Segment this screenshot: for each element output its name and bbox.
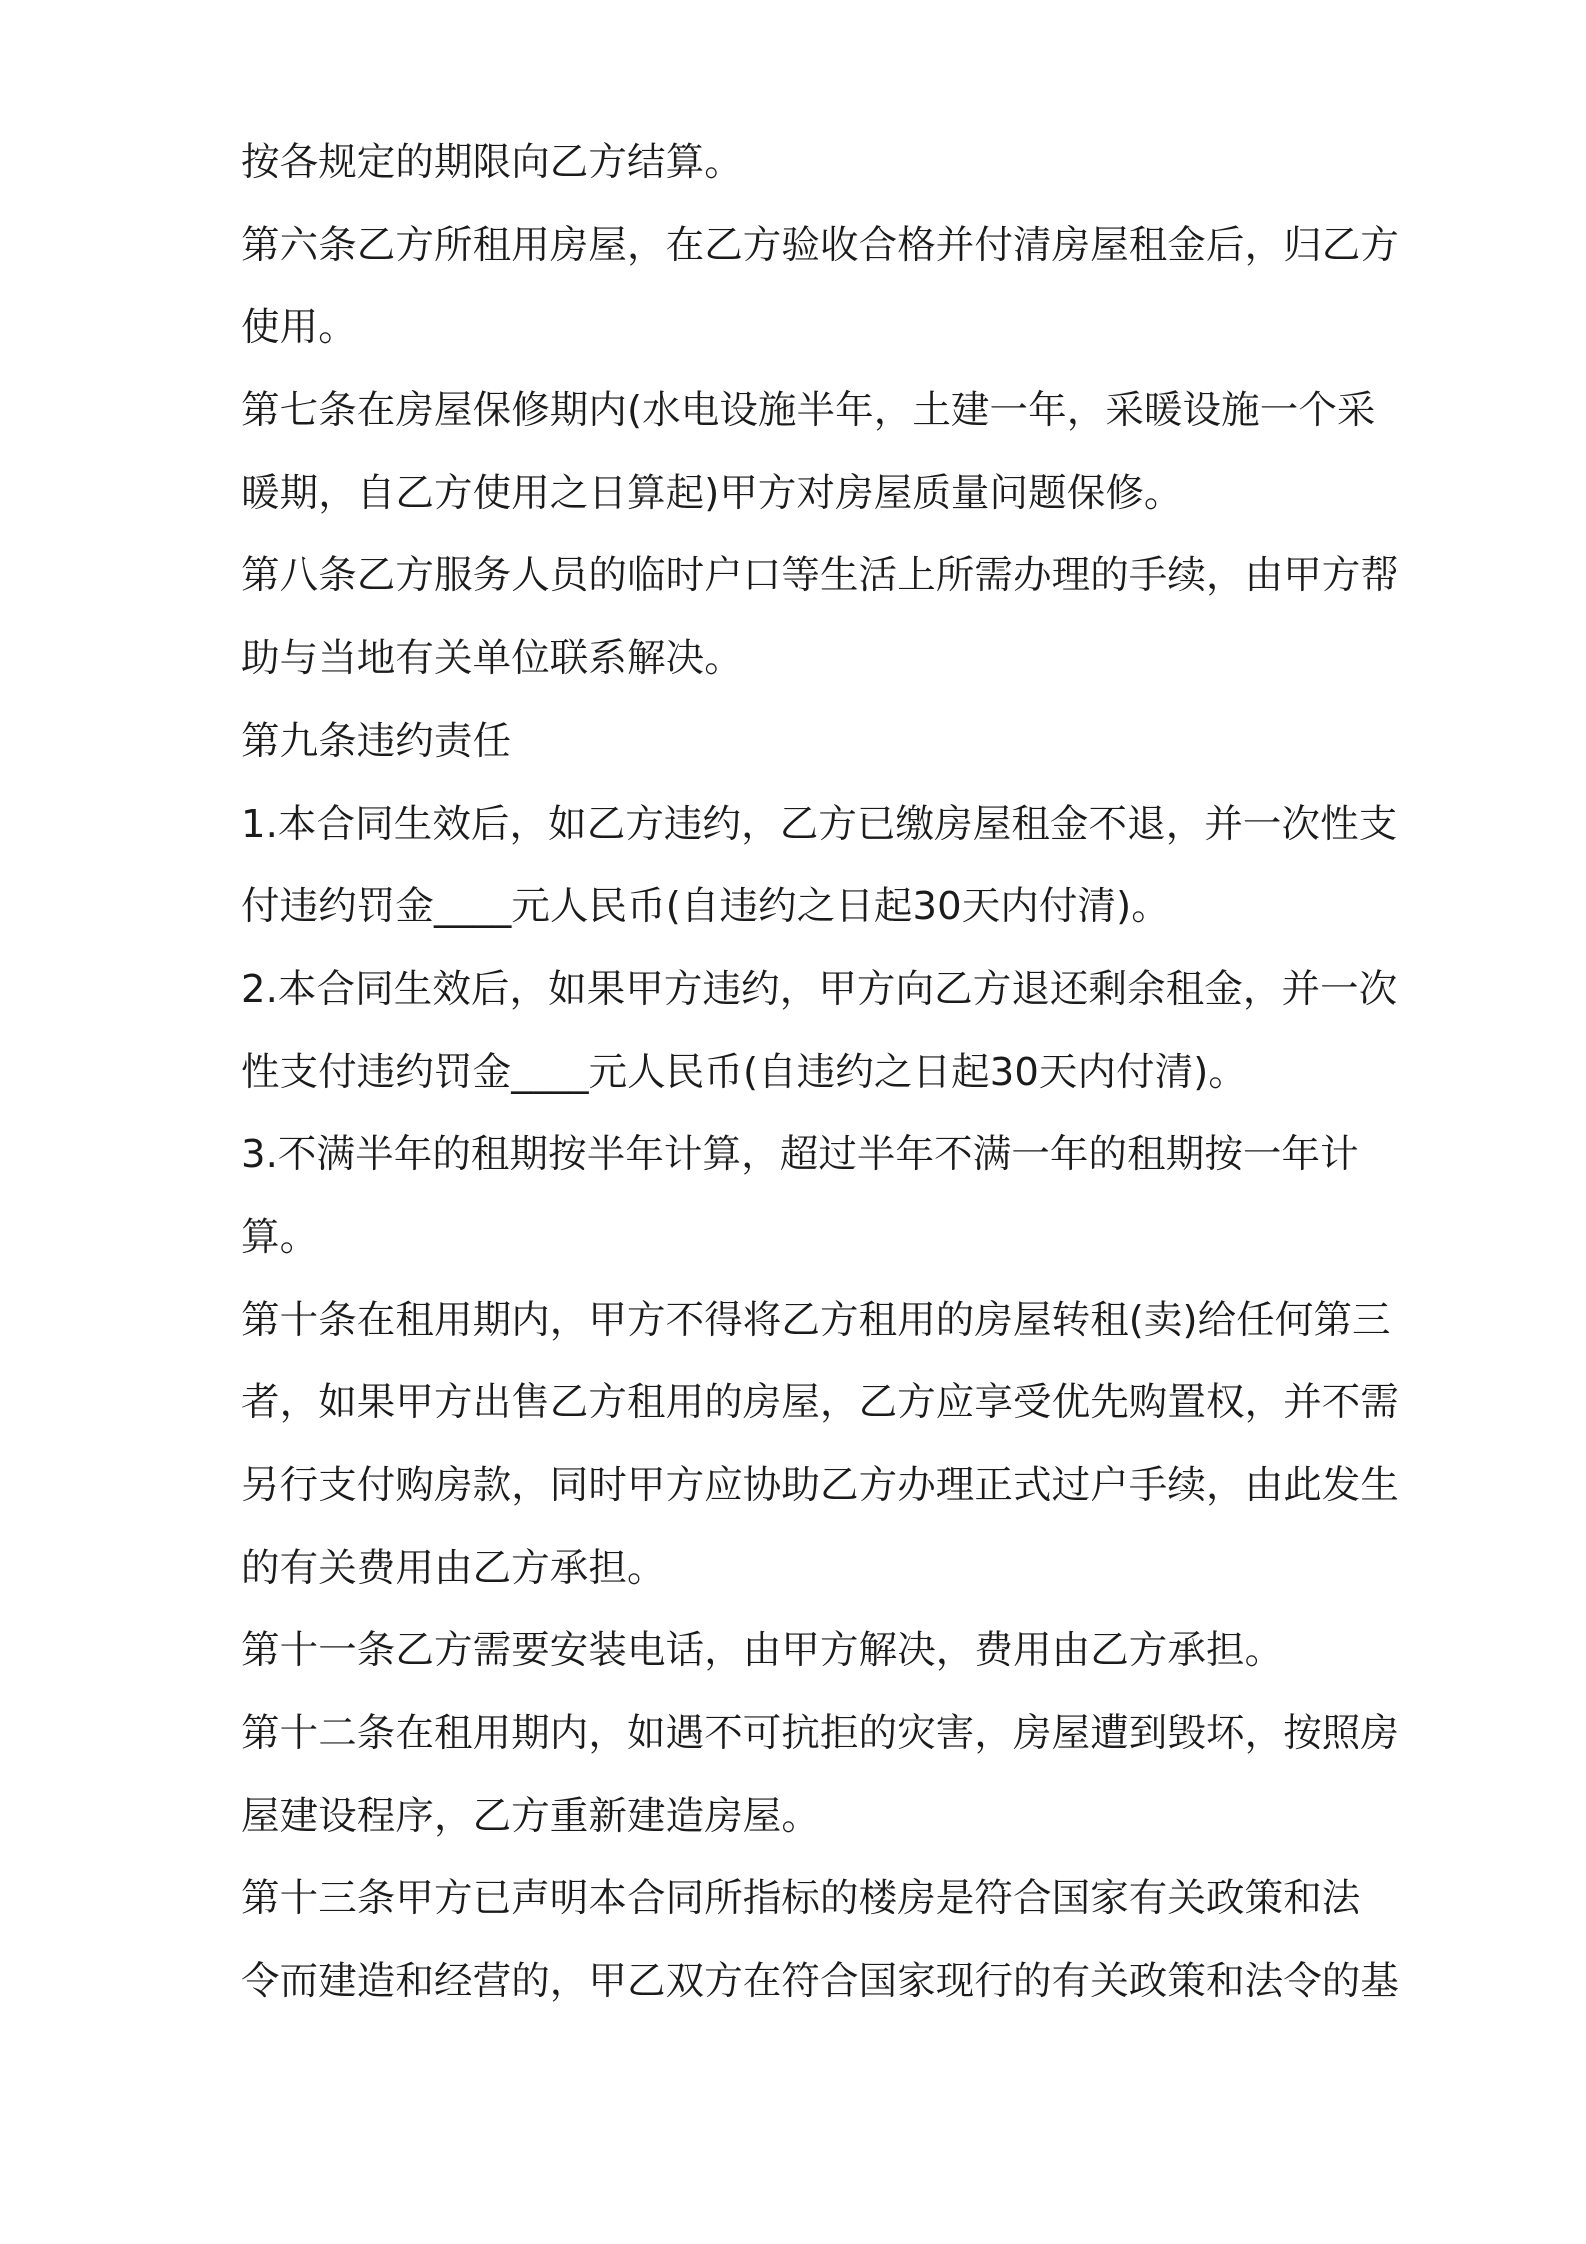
text-line: 2.本合同生效后，如果甲方违约，甲方向乙方退还剩余租金，并一次 [241, 966, 1398, 1012]
text-line: 3.不满半年的租期按半年计算，超过半年不满一年的租期按一年计 [241, 1132, 1359, 1178]
text-line: 1.本合同生效后，如乙方违约，乙方已缴房屋租金不退，并一次性支 [241, 801, 1398, 847]
text-line: 第十一条乙方需要安装电话，由甲方解决，费用由乙方承担。 [241, 1628, 1284, 1674]
text-line: 第八条乙方服务人员的临时户口等生活上所需办理的手续，由甲方帮 [241, 553, 1400, 599]
text-line: 屋建设程序，乙方重新建造房屋。 [241, 1793, 821, 1839]
text-line: 第九条违约责任 [241, 718, 512, 764]
text-line: 按各规定的期限向乙方结算。 [241, 140, 743, 185]
text-line: 算。 [241, 1214, 319, 1260]
text-line: 付违约罚金____元人民币(自违约之日起30天内付清)。 [241, 884, 1170, 930]
text-line: 使用。 [241, 305, 357, 351]
text-line: 另行支付购房款，同时甲方应协助乙方办理正式过户手续，由此发生 [241, 1463, 1400, 1508]
text-line: 第十三条甲方已声明本合同所指标的楼房是符合国家有关政策和法 [241, 1876, 1361, 1922]
text-line: 的有关费用由乙方承担。 [241, 1545, 666, 1591]
text-line: 者，如果甲方出售乙方租用的房屋，乙方应享受优先购置权，并不需 [241, 1380, 1400, 1426]
text-line: 第六条乙方所租用房屋，在乙方验收合格并付清房屋租金后，归乙方 [241, 222, 1400, 268]
text-line: 令而建造和经营的，甲乙双方在符合国家现行的有关政策和法令的基 [241, 1959, 1400, 2005]
text-line: 第十条在租用期内，甲方不得将乙方租用的房屋转租(卖)给任何第三 [241, 1297, 1391, 1343]
document-body [241, 122, 1400, 2024]
text-line: 助与当地有关单位联系解决。 [241, 636, 743, 682]
text-line: 暖期，自乙方使用之日算起)甲方对房屋质量问题保修。 [241, 470, 1183, 516]
text-line: 第七条在房屋保修期内(水电设施半年，土建一年，采暖设施一个采 [241, 388, 1376, 434]
text-line: 第十二条在租用期内，如遇不可抗拒的灾害，房屋遭到毁坏，按照房 [241, 1711, 1400, 1757]
text-line: 性支付违约罚金____元人民币(自违约之日起30天内付清)。 [241, 1049, 1248, 1095]
